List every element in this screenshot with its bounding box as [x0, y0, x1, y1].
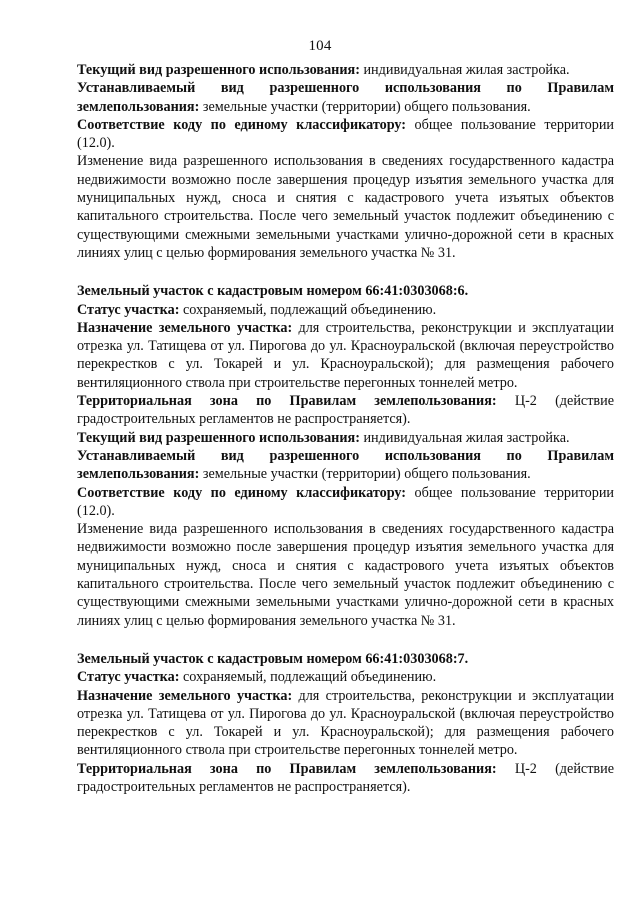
- current-use-paragraph: [77, 61, 614, 79]
- classifier-value: общее пользование территории (12.0).: [77, 484, 615, 519]
- set-use-value: земельные участки (территории) общего пользования.: [199, 98, 531, 115]
- purpose-paragraph: [77, 319, 614, 392]
- change-paragraph: Изменение вида разрешенного использования в сведениях государственного кадастра недвижимости возможно после завершения процедур изъятия земельного участка для муниципальных нужд, сноса и снятия с кадастрового учета изъятых объектов капитального строительства. После чего земельный участок подлежит объединению с существующими смежными земельными участками улично-дорожной сети в красных линиях улиц с целью формирования земельного участка № 31.: [77, 153, 614, 261]
- parcel-heading: Земельный участок с кадастровым номером 66:41:0303068:6.: [77, 283, 469, 300]
- set-use-paragraph: [77, 79, 614, 116]
- current-use-label: Текущий вид разрешенного использования:: [77, 62, 360, 78]
- section-gap: [77, 262, 614, 282]
- zone-paragraph: [77, 392, 614, 429]
- page-number: 104: [308, 38, 332, 54]
- current-use-paragraph: [77, 429, 614, 447]
- status-label: Статус участка:: [77, 669, 180, 686]
- classifier-label: Соответствие коду по единому классификатору:: [77, 116, 407, 133]
- classifier-label: Соответствие коду по единому классификатору:: [77, 484, 407, 501]
- status-value: сохраняемый, подлежащий объединению.: [179, 669, 437, 686]
- current-use-label: Текущий вид разрешенного использования:: [77, 429, 360, 446]
- section-gap: [77, 630, 614, 650]
- zone-label: Территориальная зона по Правилам землепользования:: [77, 760, 497, 777]
- status-paragraph: [77, 668, 614, 686]
- current-use-value: индивидуальная жилая застройка.: [359, 62, 570, 78]
- classifier-paragraph: [77, 116, 614, 153]
- change-paragraph: Изменение вида разрешенного использования в сведениях государственного кадастра недвижимости возможно после завершения процедур изъятия земельного участка для муниципальных нужд, сноса и снятия с кадастрового учета изъятых объектов капитального строительства. После чего земельный участок подлежит объединению с существующими смежными земельными участками улично-дорожной сети в красных линиях улиц с целью формирования земельного участка № 31.: [77, 521, 614, 629]
- purpose-label: Назначение земельного участка:: [77, 319, 293, 336]
- set-use-paragraph: [77, 447, 614, 484]
- purpose-value: для строительства, реконструкции и эксплуатации отрезка ул. Татищева от ул. Пирогова до ул. Красноуральской (включая переустройство перекрестков с ул. Токарей и ул. Красноуральской); для размещения рабочего вентиляционного ствола при строительстве перегонных тоннелей метро.: [77, 687, 614, 759]
- classifier-value: общее пользование территории (12.0).: [77, 116, 615, 152]
- zone-paragraph: [77, 760, 614, 797]
- set-use-label: Устанавливаемый вид разрешенного использования по Правилам землепользования:: [77, 447, 614, 483]
- document-body: [77, 61, 614, 796]
- status-value: сохраняемый, подлежащий объединению.: [179, 301, 437, 318]
- purpose-value: для строительства, реконструкции и эксплуатации отрезка ул. Татищева от ул. Пирогова до ул. Красноуральской (включая переустройство перекрестков с ул. Токарей и ул. Красноуральской); для размещения рабочего вентиляционного ствола при строительстве перегонных тоннелей метро.: [77, 319, 614, 391]
- zone-label: Территориальная зона по Правилам землепользования:: [77, 393, 497, 410]
- set-use-value: земельные участки (территории) общего пользования.: [199, 466, 531, 483]
- purpose-paragraph: [77, 687, 614, 760]
- purpose-label: Назначение земельного участка:: [77, 687, 293, 704]
- zone-value: Ц-2 (действие градостроительных регламентов не распространяется).: [77, 393, 614, 428]
- zone-value: Ц-2 (действие градостроительных регламентов не распространяется).: [77, 760, 614, 795]
- status-paragraph: [77, 301, 614, 319]
- current-use-value: индивидуальная жилая застройка.: [359, 429, 570, 446]
- set-use-label: Устанавливаемый вид разрешенного использования по Правилам землепользования:: [77, 80, 614, 115]
- status-label: Статус участка:: [77, 301, 180, 318]
- classifier-paragraph: [77, 484, 614, 521]
- parcel-heading: Земельный участок с кадастровым номером 66:41:0303068:7.: [77, 650, 469, 667]
